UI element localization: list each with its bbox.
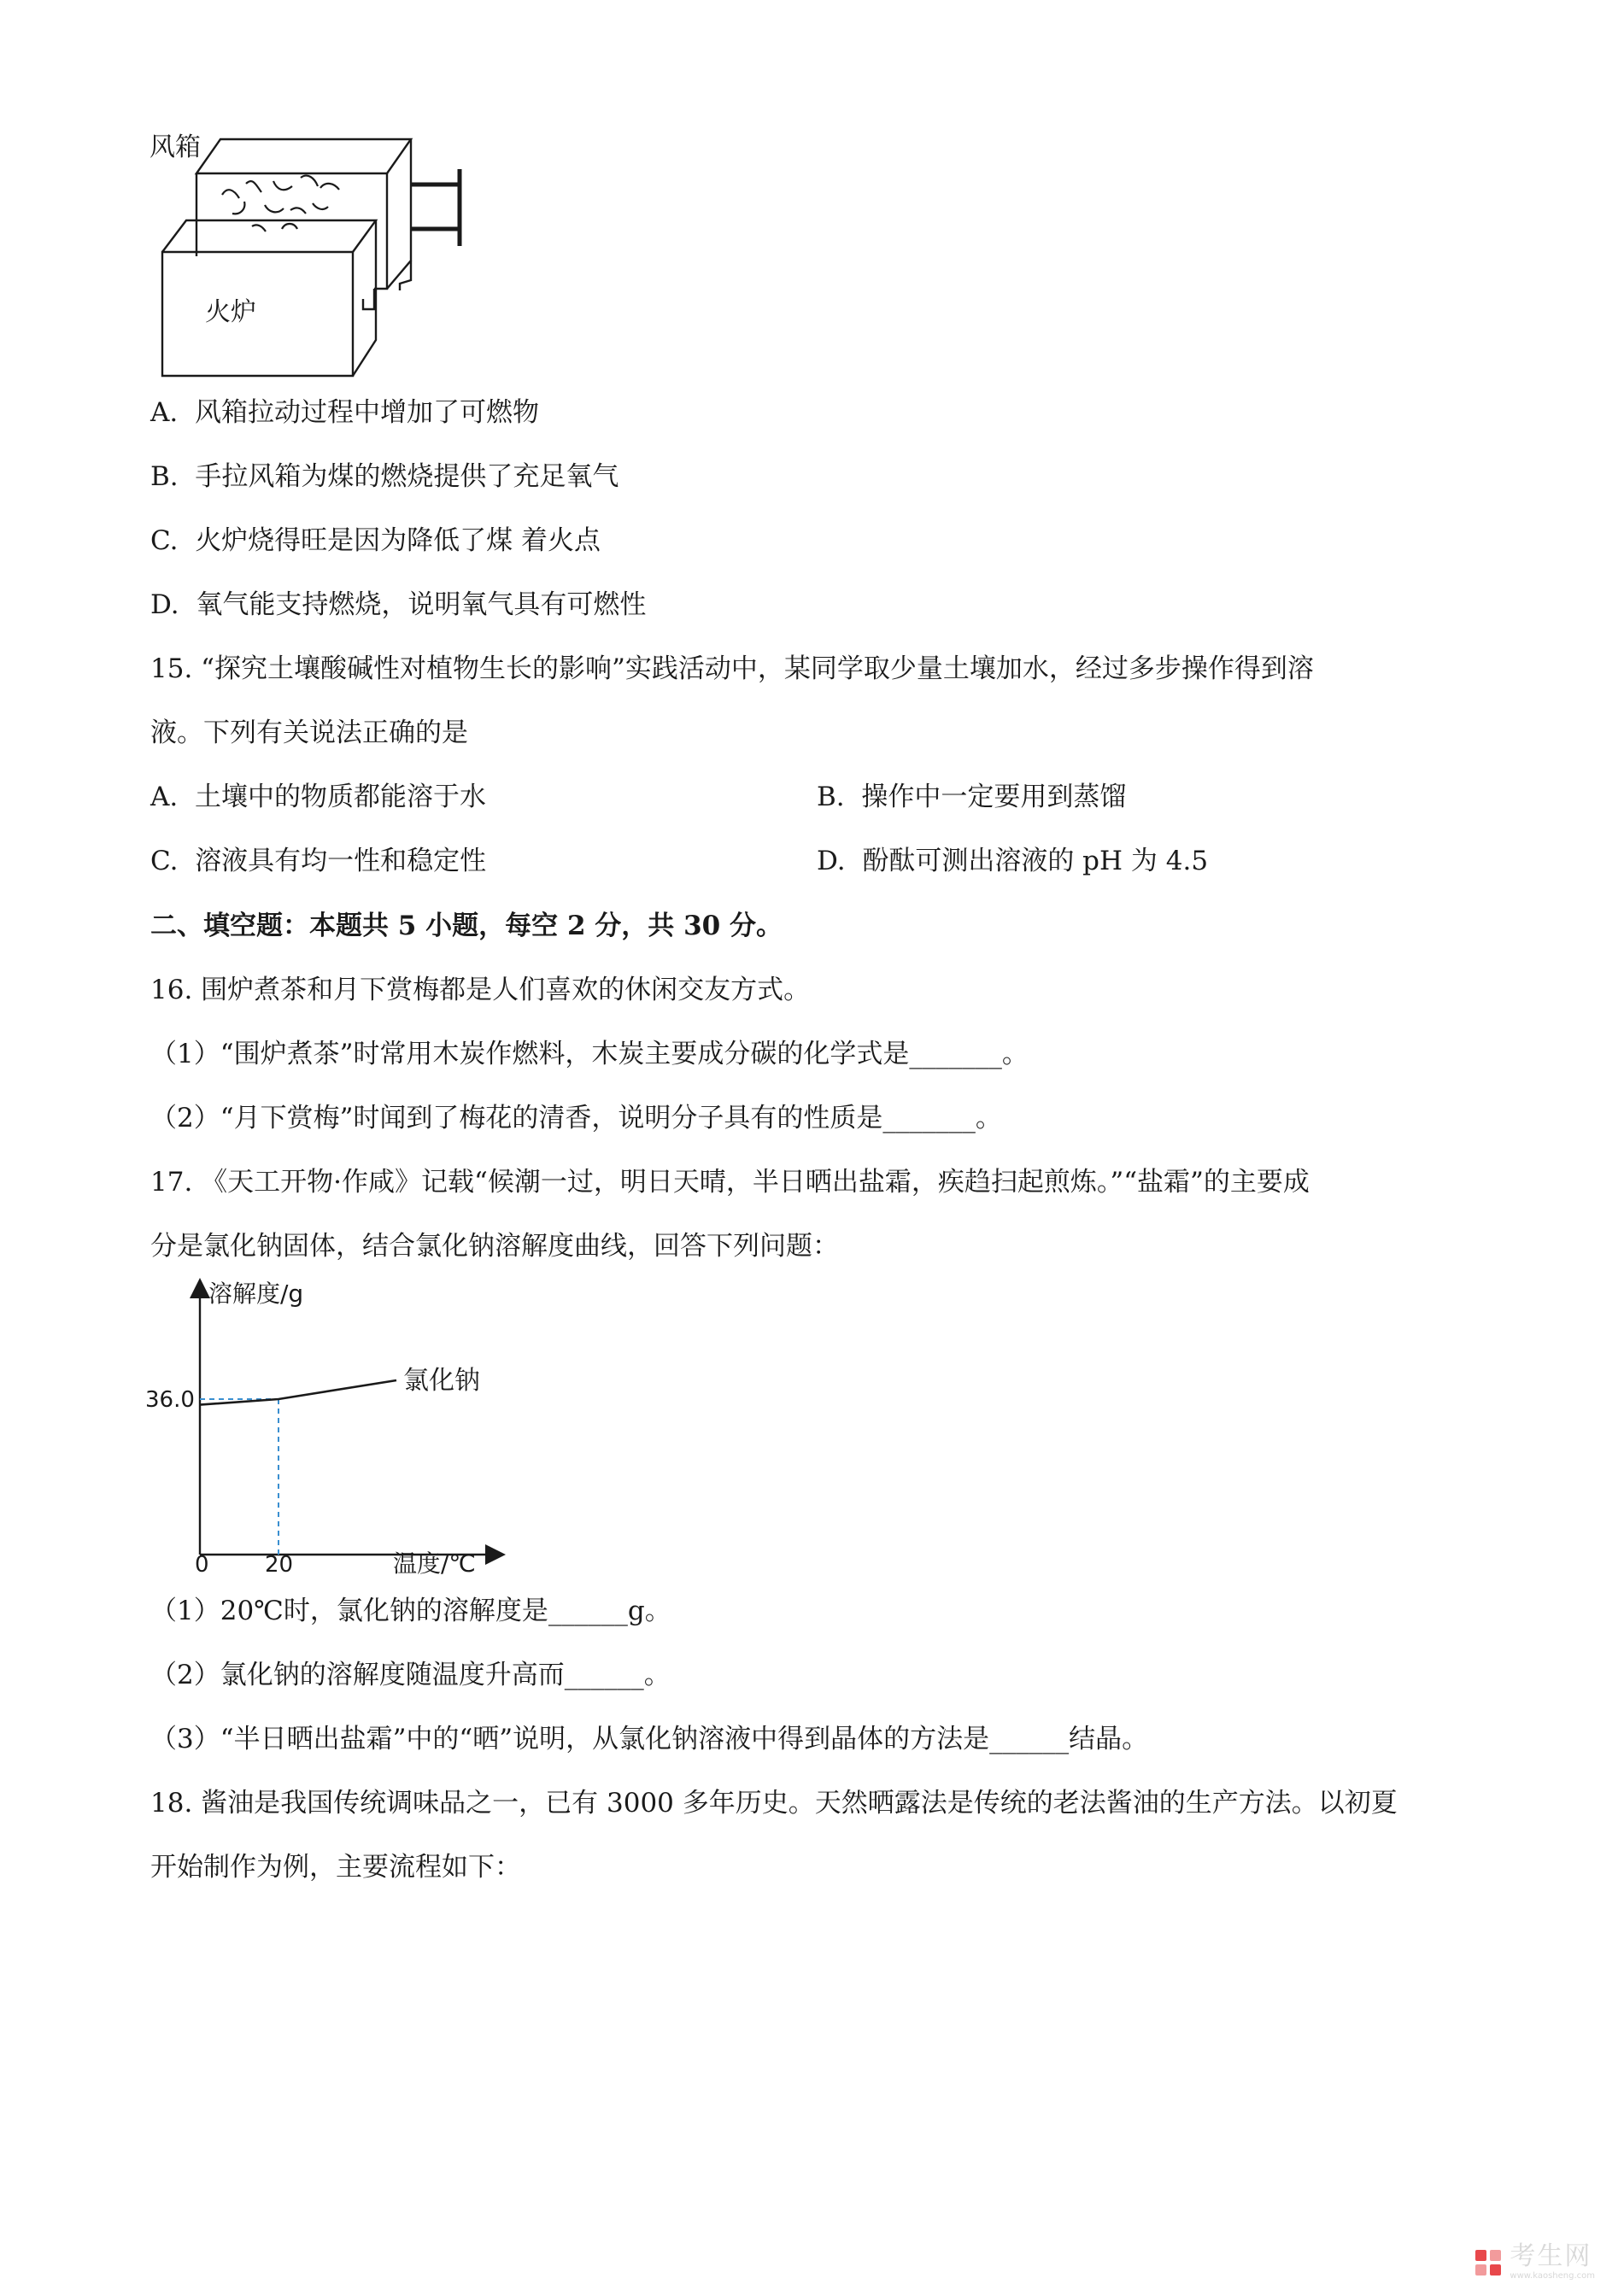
- section2-heading: 二、填空题：本题共 5 小题，每空 2 分，共 30 分。: [150, 911, 783, 941]
- option-text: 土壤中的物质都能溶于水: [194, 782, 486, 812]
- q14-option-c: [150, 524, 601, 558]
- q17-stem-line2: 分是氯化钠固体，结合氯化钠溶解度曲线，回答下列问题：: [150, 1231, 839, 1262]
- option-text: 操作中一定要用到蒸馏: [861, 782, 1127, 812]
- option-text: 溶液具有均一性和稳定性: [195, 846, 487, 876]
- solubility-chart: [137, 1273, 530, 1580]
- option-key: C.: [150, 525, 179, 556]
- y-tick-36: 36.0: [145, 1387, 195, 1413]
- series-label-nacl: 氯化钠: [403, 1366, 480, 1396]
- kaosheng-logo-icon: [1474, 2248, 1503, 2277]
- option-key: D.: [150, 589, 179, 620]
- watermark-name: 考生网: [1510, 2241, 1592, 2271]
- option-key: C.: [150, 846, 179, 876]
- q18-stem-line2: 开始制作为例，主要流程如下：: [150, 1852, 521, 1883]
- q16-sub1: （1）“围炉煮茶”时常用木炭作燃料，木炭主要成分碳的化学式是_______。: [150, 1039, 1029, 1069]
- watermark: [1474, 2241, 1595, 2281]
- option-text: 酚酞可测出溶液的 pH 为 4.5: [862, 846, 1209, 876]
- option-text: 火炉烧得旺是因为降低了煤 着火点: [195, 525, 601, 556]
- y-axis-label: 溶解度/g: [208, 1280, 304, 1308]
- option-key: D.: [817, 846, 846, 876]
- q15-option-a: [150, 780, 486, 814]
- q14-option-a: [150, 395, 539, 430]
- nacl-solubility-curve: [200, 1380, 396, 1405]
- furnace-bellows-figure: [145, 120, 513, 384]
- q14-option-b: [150, 460, 619, 494]
- q16-stem: 16. 围炉煮茶和月下赏梅都是人们喜欢的休闲交友方式。: [150, 975, 811, 1005]
- q15-option-d: [817, 844, 1208, 878]
- q17-sub2: （2）氯化钠的溶解度随温度升高而______。: [150, 1660, 671, 1690]
- q15-option-b: [817, 780, 1126, 814]
- furnace-label: 火炉: [205, 297, 256, 327]
- x-tick-20: 20: [265, 1552, 294, 1578]
- option-key: B.: [150, 461, 179, 492]
- q15-stem-line2: 液。下列有关说法正确的是: [150, 718, 468, 748]
- option-text: 手拉风箱为煤的燃烧提供了充足氧气: [195, 461, 619, 492]
- q18-stem-line1: 18. 酱油是我国传统调味品之一，已有 3000 多年历史。天然晒露法是传统的老法酱油的生产方法。以初夏: [150, 1788, 1398, 1819]
- q15-stem-line1: 15. “探究土壤酸碱性对植物生长的影响”实践活动中，某同学取少量土壤加水，经过多步操作得到溶: [150, 653, 1314, 684]
- option-key: B.: [817, 782, 845, 812]
- option-text: 风箱拉动过程中增加了可燃物: [194, 397, 539, 428]
- bellows-label: 风箱: [150, 132, 201, 162]
- q17-stem-line1: 17. 《天工开物·作咸》记载“候潮一过，明日天晴，半日晒出盐霜，疾趋扫起煎炼。”“盐霜”的主要成: [150, 1167, 1310, 1198]
- q17-sub1: （1）20℃时，氯化钠的溶解度是______g。: [150, 1596, 671, 1626]
- q16-sub2: （2）“月下赏梅”时闻到了梅花的清香，说明分子具有的性质是_______。: [150, 1103, 1002, 1133]
- option-key: A.: [150, 782, 179, 812]
- option-key: A.: [150, 397, 179, 428]
- watermark-url: www.kaosheng.com: [1510, 2271, 1595, 2281]
- x-axis-label: 温度/℃: [393, 1549, 476, 1578]
- option-text: 氧气能支持燃烧，说明氧气具有可燃性: [196, 589, 647, 620]
- q15-option-c: [150, 844, 486, 878]
- q17-sub3: （3）“半日晒出盐霜”中的“晒”说明，从氯化钠溶液中得到晶体的方法是______结晶。: [150, 1724, 1149, 1754]
- q14-option-d: [150, 588, 646, 622]
- x-tick-0: 0: [195, 1552, 209, 1578]
